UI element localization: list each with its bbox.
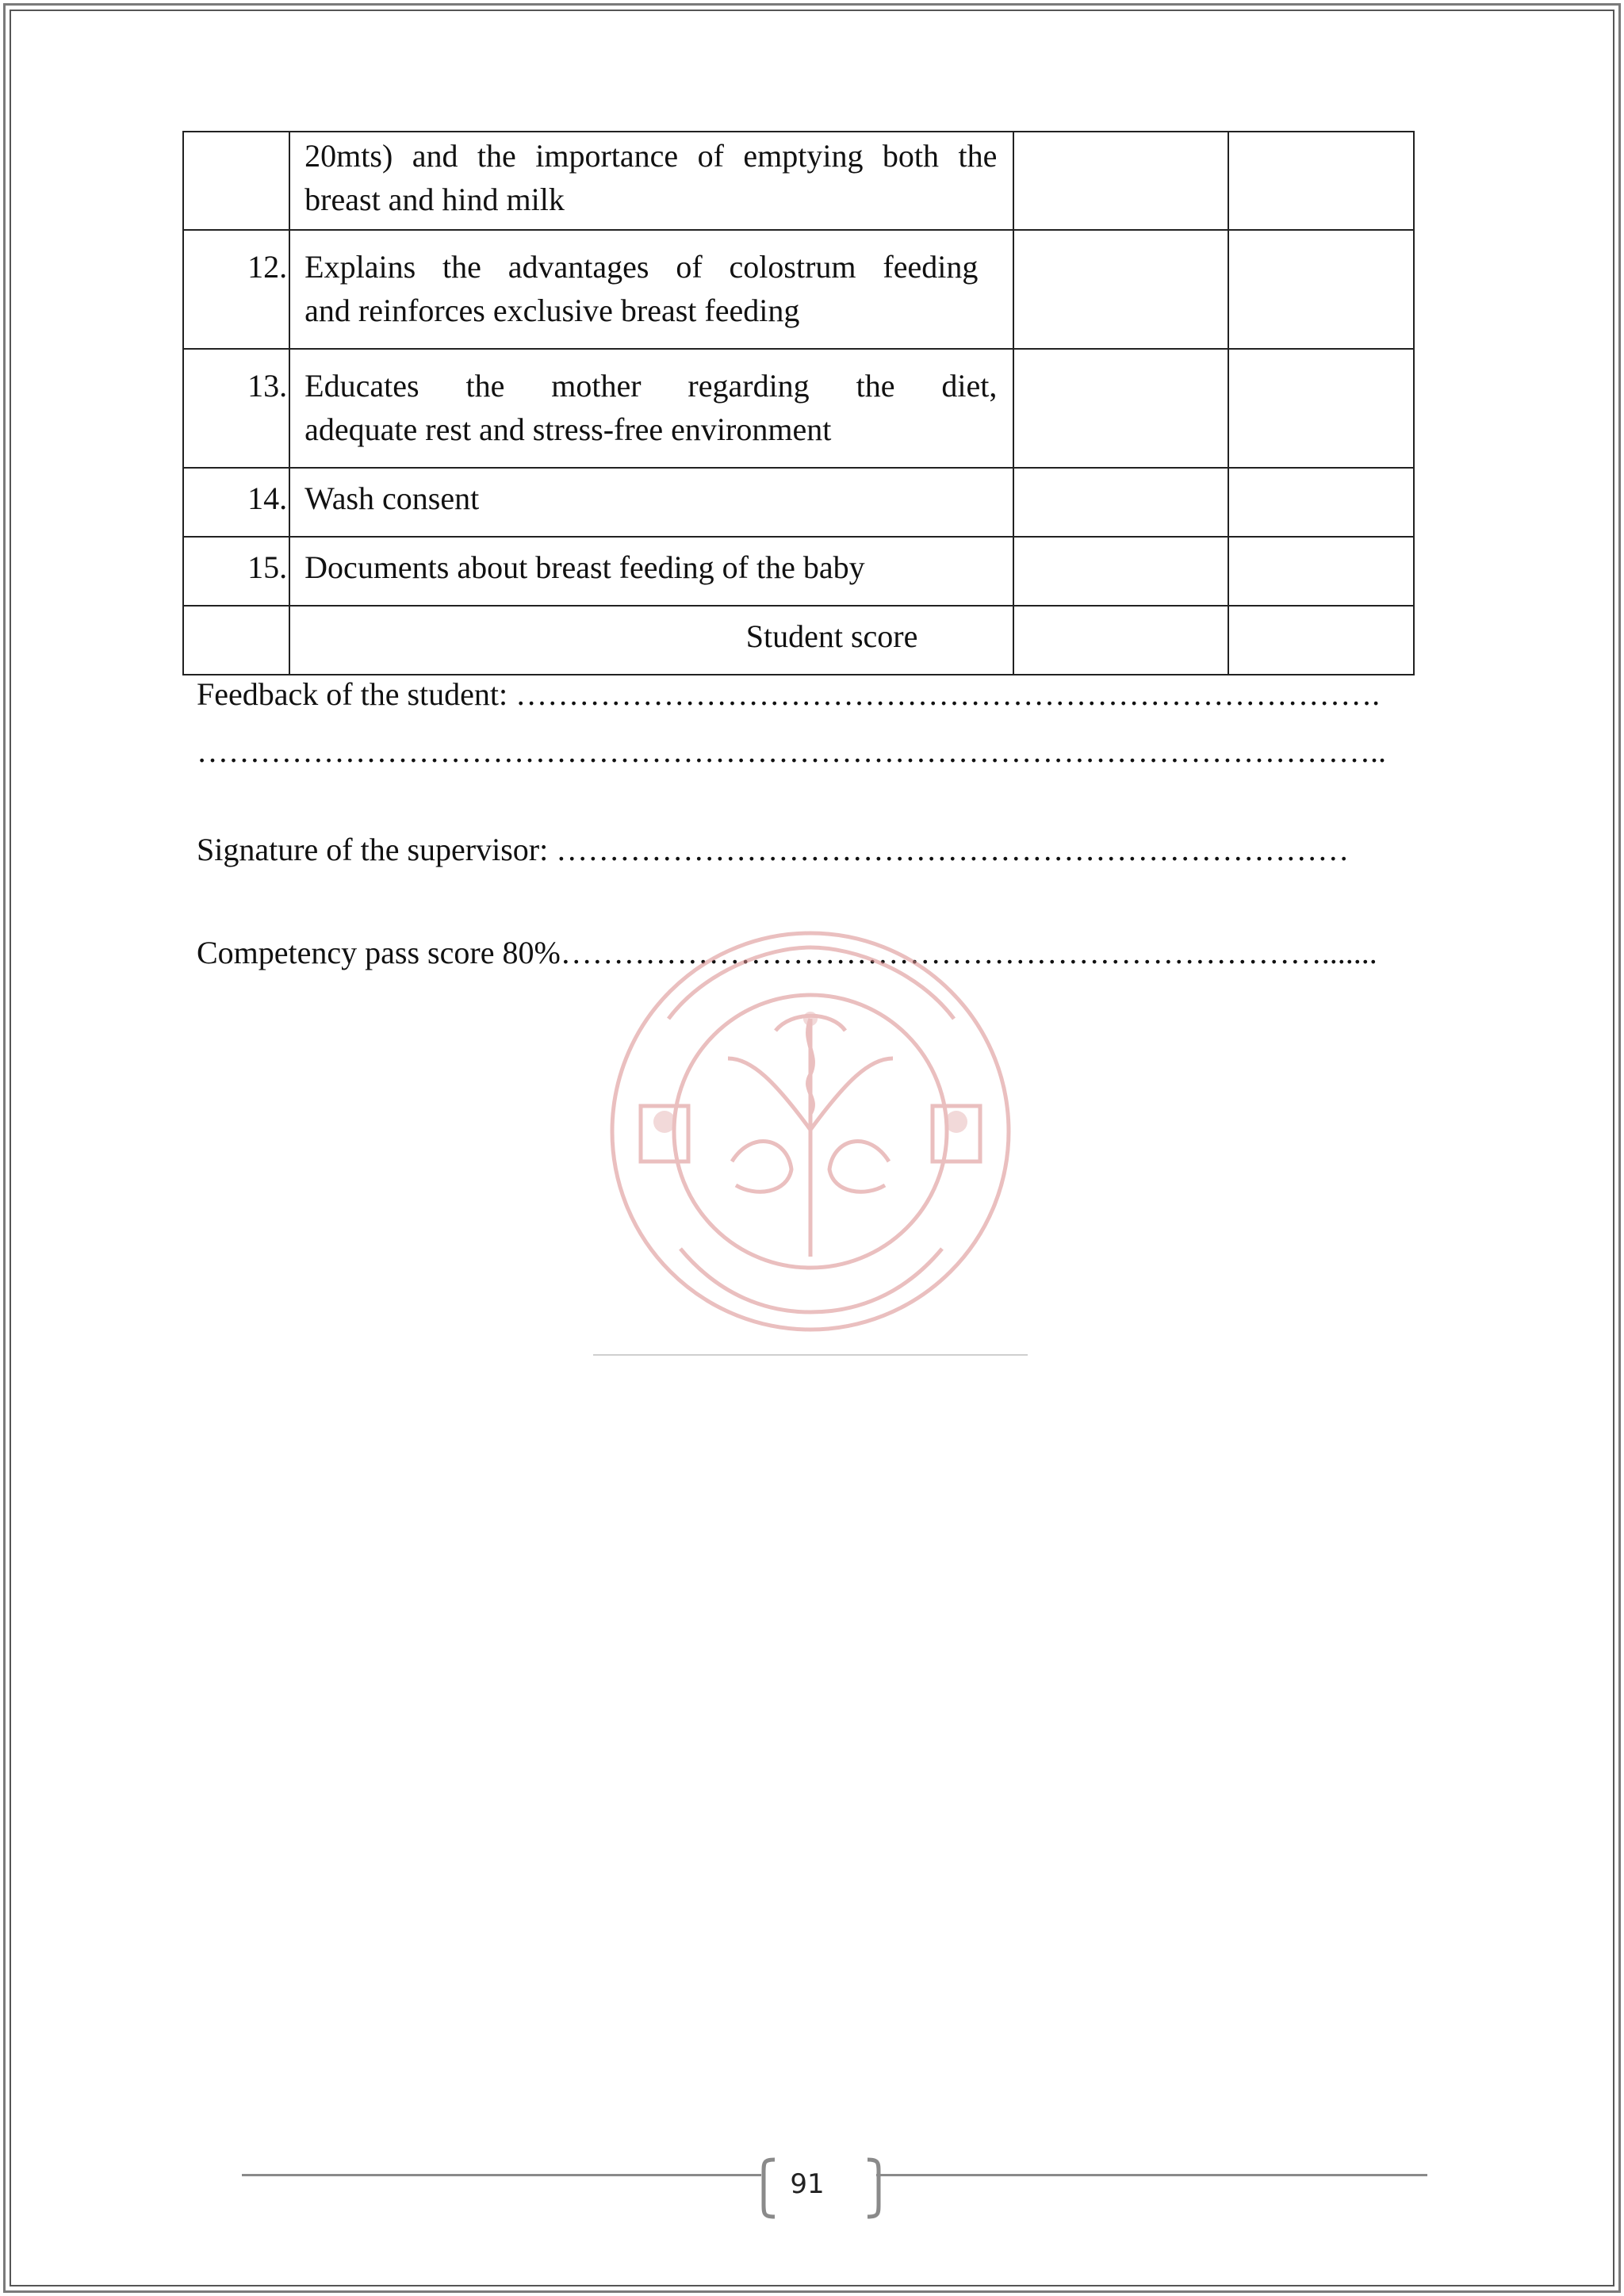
row-text-line: breast and hind milk [304,182,565,217]
row-text-line: Explains the advantages of colostrum feeding [304,249,979,285]
score-cell[interactable] [1013,230,1228,349]
row-text-line: Wash consent [304,480,480,516]
row-text-line: and reinforces exclusive breast feeding [304,293,800,328]
remarks-cell[interactable] [1228,349,1414,468]
table-row [183,230,1414,349]
score-cell[interactable] [1013,468,1228,537]
feedback-continuation-line: ………………………………………………………………………………………………….. [197,733,1386,769]
competency-pass-score-line: Competency pass score 80%………………………………………………………………....... [197,935,1377,970]
score-cell[interactable] [1013,537,1228,606]
footer-rule-right [876,2174,1427,2176]
checklist-table [182,131,1415,675]
page-number: 91 [790,2168,825,2200]
table-row [183,132,1414,230]
student-score-label: Student score [289,606,1013,675]
table-row [183,537,1414,606]
row-number-empty [183,606,289,675]
emblem-seal-image [593,924,1028,1354]
row-number: 15. [183,537,289,606]
row-description [289,537,1013,606]
row-text-line: adequate rest and stress-free environment [304,411,832,447]
remarks-cell[interactable] [1228,132,1414,230]
row-text-line: Documents about breast feeding of the baby [304,549,865,585]
row-description [289,132,1013,230]
student-score-row [183,606,1414,675]
row-number [183,132,289,230]
score-cell[interactable] [1013,132,1228,230]
row-text-line: Educates the mother regarding the diet, [304,368,998,404]
table-row [183,468,1414,537]
row-number: 13. [183,349,289,468]
row-description [289,468,1013,537]
row-number: 14. [183,468,289,537]
row-description [289,230,1013,349]
remarks-cell[interactable] [1228,537,1414,606]
right-bracket-icon [864,2156,885,2220]
student-score-cell[interactable] [1013,606,1228,675]
row-number: 12. [183,230,289,349]
row-description [289,349,1013,468]
score-cell[interactable] [1013,349,1228,468]
feedback-line: Feedback of the student: ………………………………………………………………………. [197,676,1381,712]
student-remarks-cell[interactable] [1228,606,1414,675]
remarks-cell[interactable] [1228,468,1414,537]
row-text-line: 20mts) and the importance of emptying both the [304,138,998,174]
remarks-cell[interactable] [1228,230,1414,349]
footer-rule-left [242,2174,761,2176]
supervisor-signature-line: Signature of the supervisor: ………………………………………………………………… [197,832,1350,867]
seal-underline [593,1354,1028,1356]
table-row [183,349,1414,468]
